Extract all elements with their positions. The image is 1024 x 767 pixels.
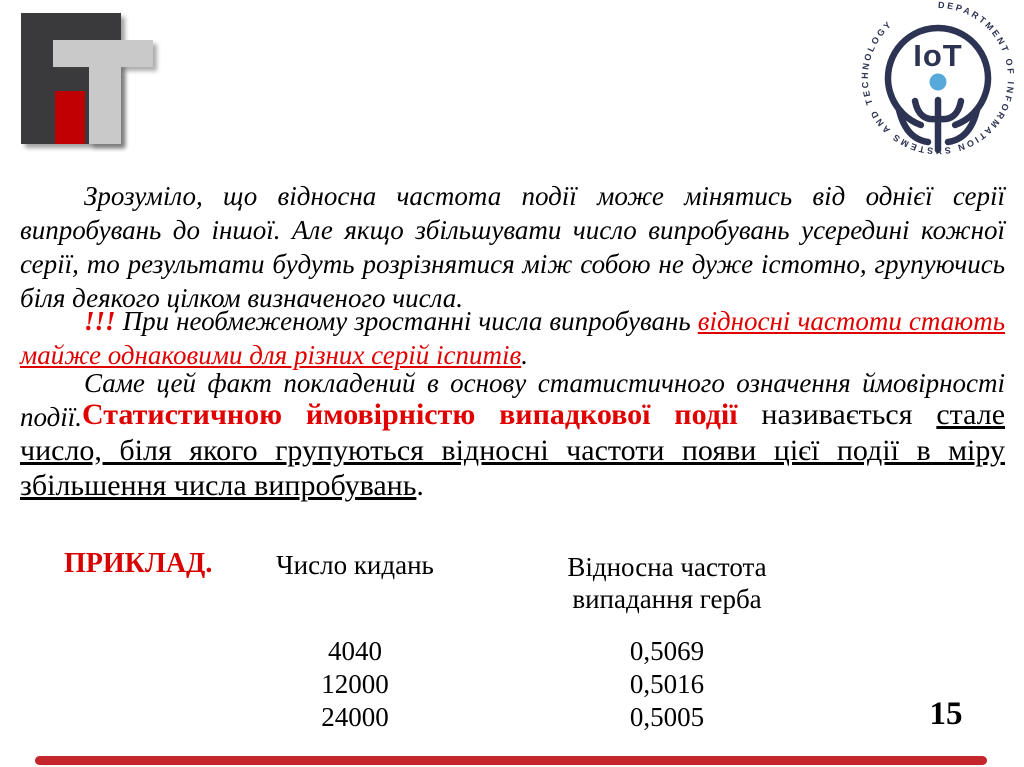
table-row-throws: 4040 — [328, 636, 382, 666]
definition-term: Статистичною ймовірністю випадкової події — [82, 398, 738, 431]
table-header-throws: Число кидань — [276, 550, 434, 580]
ft-logo-t-stem — [89, 64, 121, 144]
table-row-frequency: 0,5069 — [629, 636, 705, 666]
faculty-logo — [12, 6, 172, 158]
exclamation-marker: !!! — [84, 306, 116, 336]
paragraph-unlimited-growth — [20, 304, 1005, 372]
iot-blue-dot-icon — [930, 74, 947, 91]
p2-red-underlined-text: відносні частоти стають майже однаковими для різних серій іспитів — [20, 306, 1005, 370]
iot-label: IoT — [913, 38, 963, 73]
iot-ring-text: DEPARTMENT OF INFORMATION SYSTEMS AND TECHNOLOGY — [859, 0, 1017, 157]
ft-logo-red-block — [55, 91, 85, 144]
paragraph-statistical-fact: Саме цей факт покладений в основу статистичного означення ймовірності події. — [20, 368, 1005, 432]
table-row-throws: 12000 — [321, 669, 389, 699]
table-header-frequency-line1: Відносна частота — [567, 552, 767, 582]
p2-black-text: При необмеженому зростанні числа випробувань — [122, 306, 691, 336]
footer-accent-bar — [35, 756, 987, 765]
table-row-frequency: 0,5005 — [629, 702, 705, 732]
table-header-frequency-line2: випадання герба — [572, 584, 762, 614]
page-number: 15 — [929, 696, 963, 732]
p2-period: . — [521, 340, 528, 370]
paragraph-relative-frequency: Зрозуміло, що відносна частота події може мінятись від однієї серії випробувань до іншої. Але якщо збільшувати число випробувань усередині кожної серії, то результати будуть розрізнятися між собою не дуже істотно, групуючись біля деякого цілком визначеного числа. — [20, 181, 1005, 313]
definition-period: . — [416, 469, 424, 502]
iot-department-logo — [853, 0, 1023, 162]
ft-logo-t-bar — [53, 40, 153, 67]
table-row-throws: 24000 — [321, 702, 389, 732]
example-label: ПРИКЛАД. — [64, 548, 213, 579]
table-row-frequency: 0,5016 — [629, 669, 705, 699]
definition-paragraph — [20, 397, 1005, 504]
definition-underlined-text: стале число, біля якого групуються відносні частоти появи цієї події в міру збільшення числа випробувань — [20, 398, 1006, 502]
table-header-frequency — [538, 551, 796, 615]
definition-plain-text: називається — [761, 398, 913, 431]
